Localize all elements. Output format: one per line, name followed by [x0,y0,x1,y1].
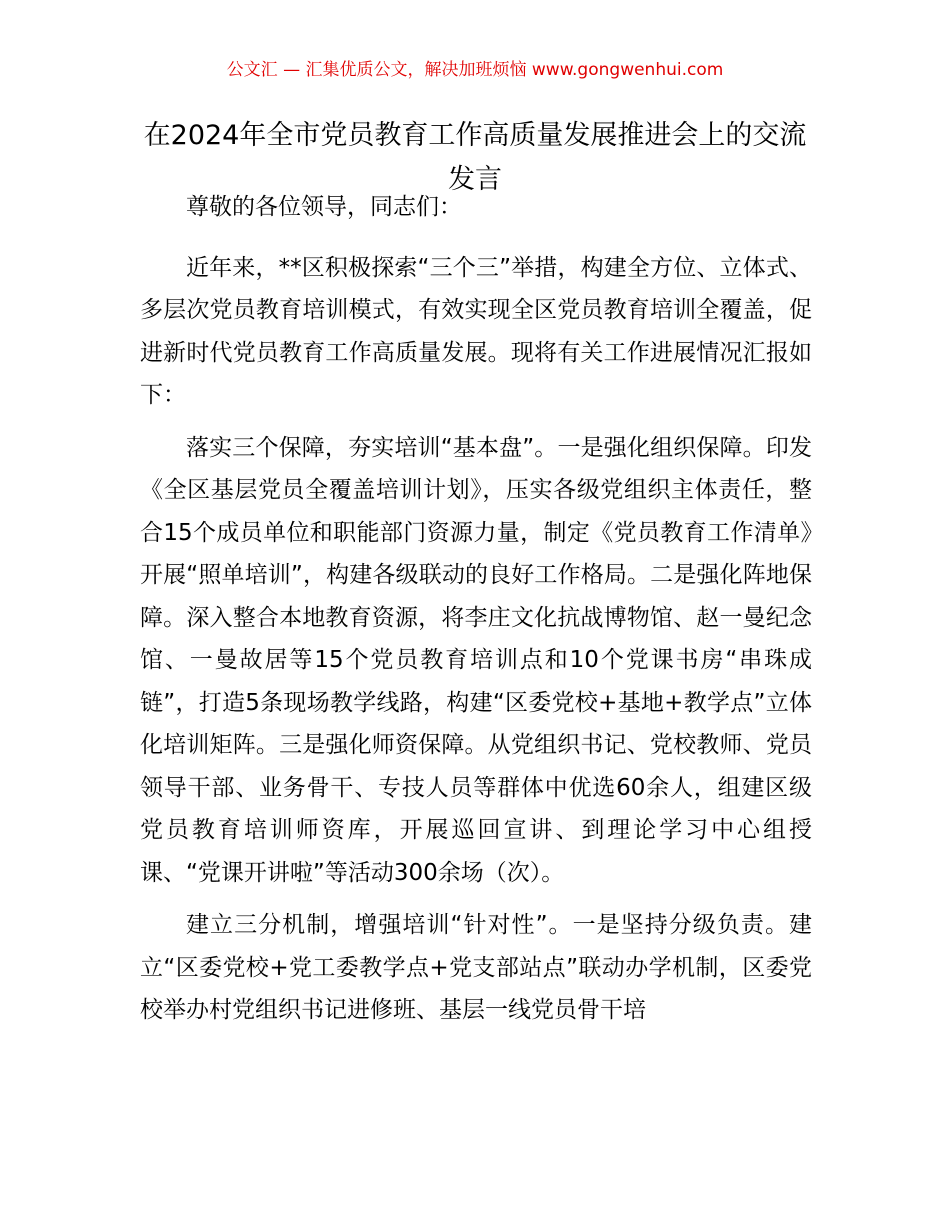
paragraph-three-guarantees: 落实三个保障，夯实培训“基本盘”。一是强化组织保障。印发《全区基层党员全覆盖培训计划》，压实各级党组织主体责任，整合15个成员单位和职能部门资源力量，制定《党员教育工作清单》开展“照单培训”，构建各级联动的良好工作格局。二是强化阵地保障。深入整合本地教育资源，将李庄文化抗战博物馆、赵一曼纪念馆、一曼故居等15个党员教育培训点和10个党课书房“串珠成链”，打造5条现场教学线路，构建“区委党校+基地+教学点”立体化培训矩阵。三是强化师资保障。从党组织书记、党校教师、党员领导干部、业务骨干、专技人员等群体中优选60余人，组建区级党员教育培训师资库，开展巡回宣讲、到理论学习中心组授课、“党课开讲啦”等活动300余场（次）。 [140,434,812,886]
document-title: 在2024年全市党员教育工作高质量发展推进会上的交流发言 [143,120,807,195]
header-banner: 公文汇 — 汇集优质公文，解决加班烦恼 www.gongwenhui.com [226,60,724,80]
document-body [140,186,812,1042]
paragraph-intro: 近年来，**区积极探索“三个三”举措，构建全方位、立体式、多层次党员教育培训模式，有效实现全区党员教育培训全覆盖，促进新时代党员教育工作高质量发展。现将有关工作进展情况汇报如下： [140,254,812,408]
salutation: 尊敬的各位领导，同志们： [186,194,462,220]
paragraph-three-mechanisms: 建立三分机制，增强培训“针对性”。一是坚持分级负责。建立“区委党校+党工委教学点+党支部站点”联动办学机制，区委党校举办村党组织书记进修班、基层一线党员骨干培 [140,912,812,1023]
